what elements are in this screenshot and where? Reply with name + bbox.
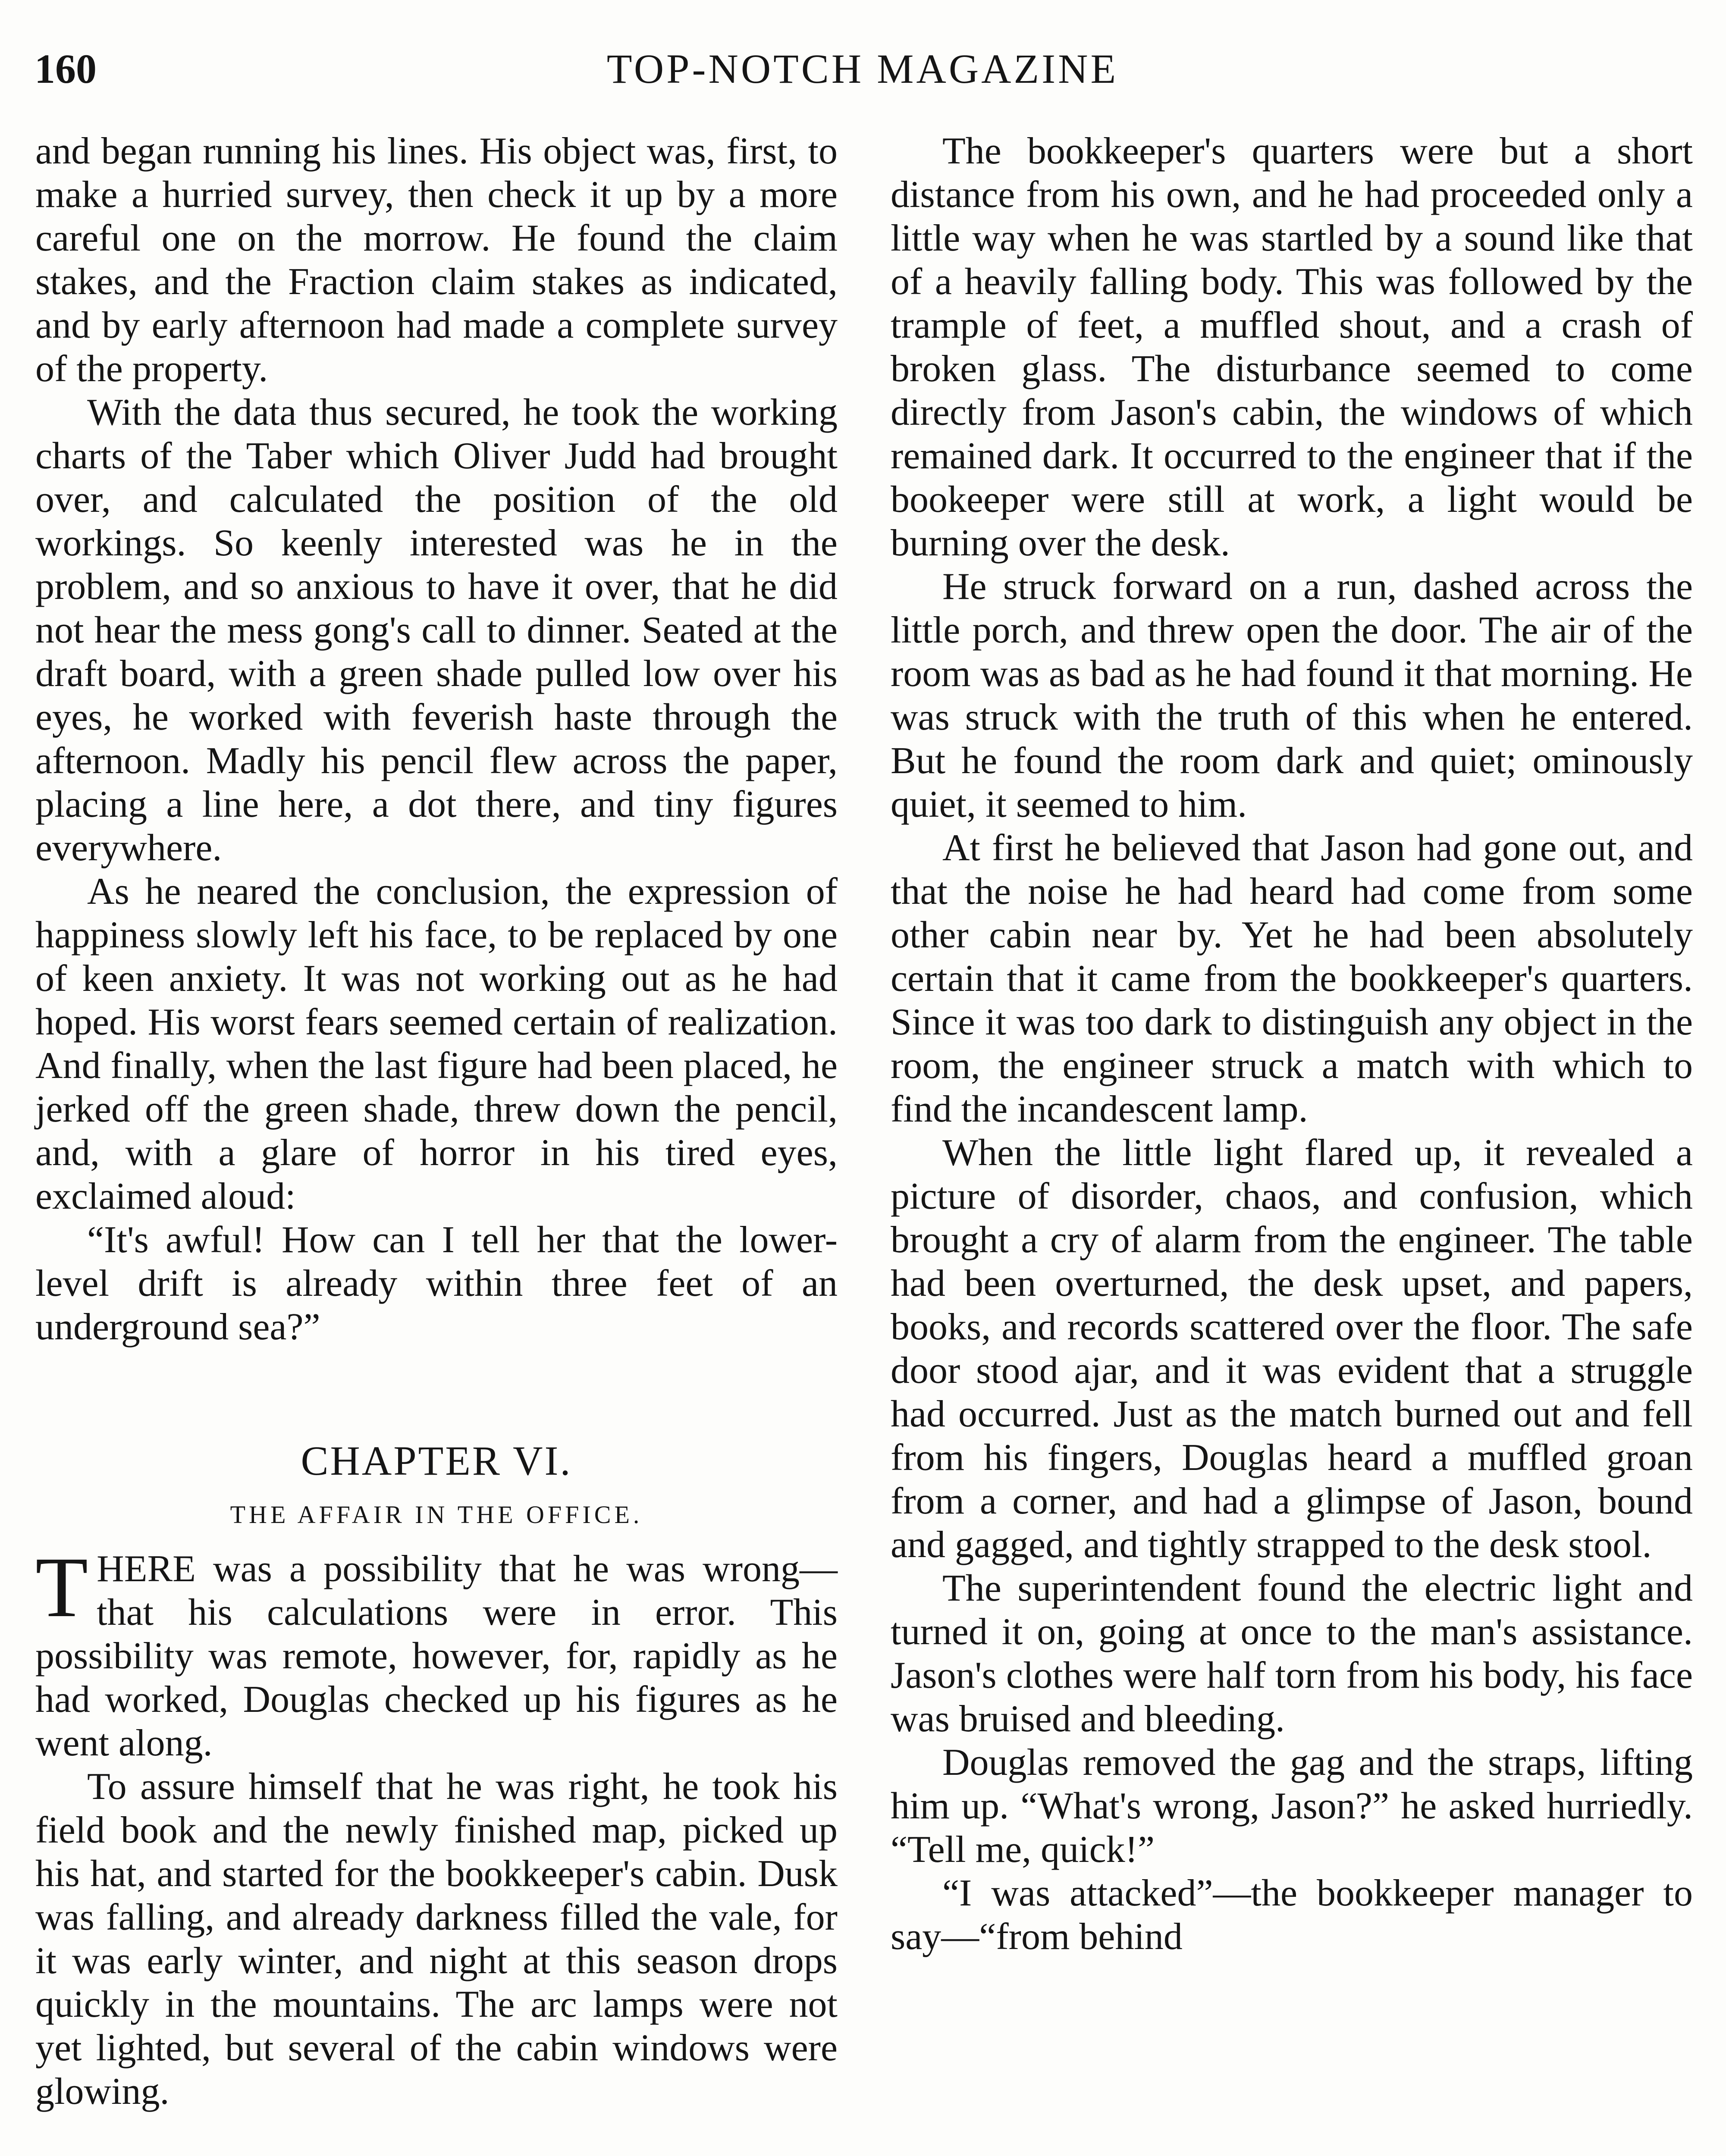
page-header (35, 39, 1691, 103)
paragraph: The bookkeeper's quarters were but a short distance from his own, and he had proceeded only a little way when he was startled by a sound like that of a heavily falling body. This was followed by the trample of feet, a muffled shout, and a crash of broken glass. The disturbance seemed to come directly from Jason's cabin, the windows of which remained dark. It occurred to the engineer that if the bookeeper were still at work, a light would be burning over the desk. (891, 130, 1693, 564)
paragraph: The superintendent found the electric light and turned it on, going at once to the man's assistance. Jason's clothes were half torn from his body, his face was bruised and bleeding. (891, 1567, 1693, 1740)
chapter-opening-paragraph (35, 1540, 838, 1765)
paragraph: “I was attacked”—the bookkeeper manager to say—“from behind (891, 1872, 1693, 1958)
paragraph: To assure himself that he was right, he took his field book and the newly finished map, picked up his hat, and started for the bookkeeper's cabin. Dusk was falling, and already darkness filled the vale, for it was early winter, and night at this season drops quickly in the mountains. The arc lamps were not yet lighted, but several of the cabin windows were glowing. (35, 1766, 838, 2112)
chapter-subtitle: THE AFFAIR IN THE OFFICE. (230, 1501, 643, 1529)
paragraph: At first he believed that Jason had gone out, and that the noise he had heard had come from some other cabin near by. Yet he had been absolutely certain that it came from the bookkeeper's quarters. Since it was too dark to distinguish any object in the room, the engineer struck a match with which to find the incandescent lamp. (891, 827, 1693, 1130)
paragraph: As he neared the conclusion, the expression of happiness slowly left his face, to be replaced by one of keen anxiety. It was not working out as he had hoped. His worst fears seemed certain of realization. And finally, when the last figure had been placed, he jerked off the green shade, threw down the pencil, and, with a glare of horror in his tired eyes, exclaimed aloud: (35, 871, 838, 1217)
drop-cap: T (35, 1540, 88, 1635)
chapter-heading: CHAPTER VI. (301, 1438, 572, 1484)
chapter-opening-text: HERE was a possibility that he was wrong—that his calculations were in error. This possibility was remote, however, for, rapidly as he had worked, Douglas checked up his figures as he went along. (35, 1548, 838, 1764)
paragraph: With the data thus secured, he took the working charts of the Taber which Oliver Judd had brought over, and calculated the position of the old workings. So keenly interested was he in the problem, and so anxious to have it over, that he did not hear the mess gong's call to dinner. Seated at the draft board, with a green shade pulled low over his eyes, he worked with feverish haste through the afternoon. Madly his pencil flew across the paper, placing a line here, a dot there, and tiny figures everywhere. (35, 392, 838, 869)
left-column (35, 129, 838, 2113)
paragraph: and began running his lines. His object was, first, to make a hurried survey, then check it up by a more careful one on the morrow. He found the claim stakes, and the Fraction claim stakes as indicated, and by early afternoon had made a complete survey of the property. (35, 130, 838, 390)
paragraph: “It's awful! How can I tell her that the lower-level drift is already within three feet of an underground sea?” (35, 1219, 838, 1348)
running-title: TOP-NOTCH MAGAZINE (606, 46, 1119, 92)
paragraph: Douglas removed the gag and the straps, lifting him up. “What's wrong, Jason?” he asked hurriedly. “Tell me, quick!” (891, 1742, 1693, 1871)
page-number: 160 (35, 46, 97, 92)
paragraph: He struck forward on a run, dashed across the little porch, and threw open the door. The air of the room was as bad as he had found it that morning. He was struck with the truth of this when he entered. But he found the room dark and quiet; ominously quiet, it seemed to him. (891, 566, 1693, 825)
paragraph: When the little light flared up, it revealed a picture of disorder, chaos, and confusion, which brought a cry of alarm from the engineer. The table had been overturned, the desk upset, and papers, books, and records scattered over the floor. The safe door stood ajar, and it was evident that a struggle had occurred. Just as the match burned out and fell from his fingers, Douglas heard a muffled groan from a corner, and had a glimpse of Jason, bound and gagged, and tightly strapped to the desk stool. (891, 1132, 1693, 1566)
right-column (891, 129, 1693, 1959)
